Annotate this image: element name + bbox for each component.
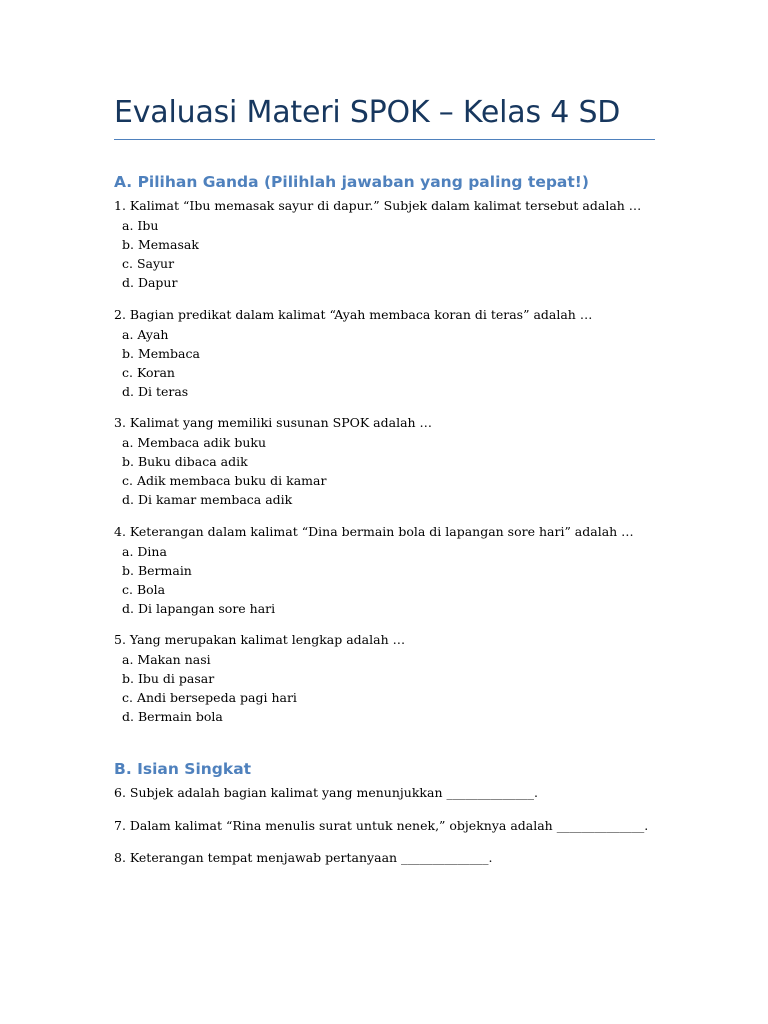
answer-option: b. Bermain bbox=[122, 562, 192, 578]
document-title: Evaluasi Materi SPOK – Kelas 4 SD bbox=[114, 95, 621, 130]
question-3 bbox=[114, 413, 432, 510]
answer-option: d. Dapur bbox=[122, 275, 178, 291]
question-stem: 3. Kalimat yang memiliki susunan SPOK adalah … bbox=[114, 415, 433, 430]
section-b-heading: B. Isian Singkat bbox=[114, 760, 252, 778]
answer-option: c. Koran bbox=[122, 365, 175, 381]
answer-option: b. Ibu di pasar bbox=[122, 670, 215, 686]
answer-option: b. Buku dibaca adik bbox=[122, 453, 248, 469]
answer-option: c. Andi bersepeda pagi hari bbox=[122, 690, 297, 706]
answer-option: a. Ayah bbox=[122, 326, 169, 342]
short-answer-item-6: 6. Subjek adalah bagian kalimat yang menunjukkan ______________. bbox=[114, 785, 538, 800]
question-5 bbox=[114, 630, 405, 727]
question-2 bbox=[114, 305, 592, 402]
question-1 bbox=[114, 196, 641, 293]
question-stem: 5. Yang merupakan kalimat lengkap adalah … bbox=[114, 632, 406, 647]
answer-option: d. Di lapangan sore hari bbox=[122, 601, 276, 617]
answer-option: a. Dina bbox=[122, 543, 167, 559]
question-4 bbox=[114, 522, 634, 619]
answer-option: a. Membaca adik buku bbox=[122, 434, 267, 450]
answer-option: c. Bola bbox=[122, 582, 166, 598]
answer-option: d. Bermain bola bbox=[122, 709, 223, 725]
question-stem: 4. Keterangan dalam kalimat “Dina bermain bola di lapangan sore hari” adalah … bbox=[114, 524, 634, 539]
question-stem: 2. Bagian predikat dalam kalimat “Ayah membaca koran di teras” adalah … bbox=[114, 307, 593, 322]
answer-option: b. Membaca bbox=[122, 345, 200, 361]
short-answer-item-7: 7. Dalam kalimat “Rina menulis surat untuk nenek,” objeknya adalah ______________. bbox=[114, 818, 649, 833]
question-stem: 1. Kalimat “Ibu memasak sayur di dapur.” Subjek dalam kalimat tersebut adalah … bbox=[114, 198, 642, 213]
answer-option: d. Di teras bbox=[122, 384, 189, 400]
answer-option: b. Memasak bbox=[122, 236, 199, 252]
short-answer-item-8: 8. Keterangan tempat menjawab pertanyaan ______________. bbox=[114, 850, 493, 865]
answer-option: a. Ibu bbox=[122, 217, 159, 233]
answer-option: c. Sayur bbox=[122, 256, 175, 272]
answer-option: d. Di kamar membaca adik bbox=[122, 492, 293, 508]
section-a-heading: A. Pilihan Ganda (Pilihlah jawaban yang paling tepat!) bbox=[114, 173, 589, 191]
answer-option: a. Makan nasi bbox=[122, 651, 211, 667]
title-underline bbox=[114, 139, 655, 140]
answer-option: c. Adik membaca buku di kamar bbox=[122, 473, 327, 489]
